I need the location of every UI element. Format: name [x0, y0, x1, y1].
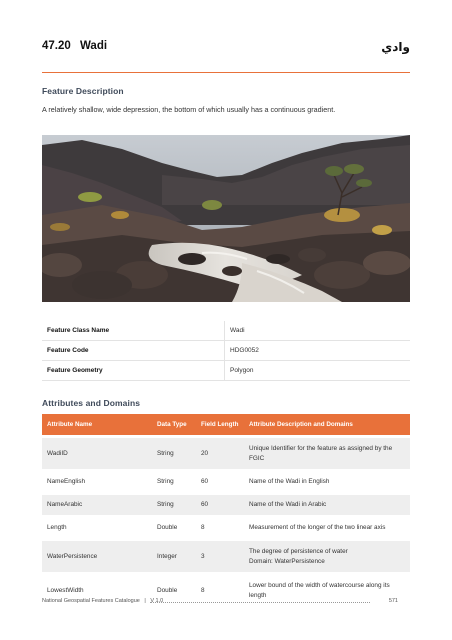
description-line: FGIC [249, 454, 265, 462]
table-row [42, 472, 410, 492]
feature-info-table [42, 321, 410, 381]
feature-number: 47.20 [42, 40, 71, 52]
footer-version: V 1.0 [150, 598, 164, 604]
attribute-description: Name of the Wadi in English [249, 478, 330, 485]
feature-geometry-label: Feature Geometry [42, 361, 225, 381]
table-row [42, 495, 410, 515]
attribute-description: Measurement of the longer of the two linear axis [249, 524, 386, 531]
attributes-heading: Attributes and Domains [42, 398, 141, 408]
feature-title: Wadi [80, 40, 108, 52]
attribute-description [244, 438, 410, 469]
attribute-name: WadiID [42, 438, 152, 469]
attributes-header-row [42, 414, 410, 435]
feature-info-row [42, 341, 410, 361]
field-length: 8 [201, 524, 205, 531]
feature-code-label: Feature Code [42, 341, 225, 361]
table-row [42, 438, 410, 469]
attribute-name: LowestWidth [47, 586, 84, 594]
footer-dot-leader [150, 602, 370, 603]
data-type: String [157, 478, 174, 485]
description-line: Domain: WaterPersistence [249, 557, 325, 565]
feature-description-text: A relatively shallow, wide depression, the bottom of which usually has a continuous gradient. [42, 105, 336, 114]
table-row [42, 518, 410, 538]
column-header-attribute-name: Attribute Name [42, 414, 152, 435]
attribute-name: Length [47, 524, 67, 531]
description-line: Unique Identifier for the feature as assigned by the [249, 444, 393, 452]
field-length: 8 [201, 586, 205, 594]
page-number: 571 [388, 598, 398, 604]
description-line: length [249, 591, 267, 599]
description-line: The degree of persistence of water [249, 547, 348, 555]
column-header-field-length: Field Length [196, 414, 244, 435]
feature-info-row [42, 361, 410, 381]
data-type: Integer [152, 541, 196, 572]
feature-info-row [42, 321, 410, 341]
footer-catalogue-name: National Geospatial Features Catalogue [42, 598, 140, 604]
footer-separator: | [144, 598, 146, 604]
attributes-table [42, 414, 410, 606]
data-type: String [152, 495, 196, 515]
field-length: 3 [196, 541, 244, 572]
attribute-name: NameEnglish [47, 478, 86, 485]
data-type: Double [157, 524, 178, 531]
feature-class-name-value: Wadi [225, 321, 411, 341]
feature-description-heading: Feature Description [42, 86, 124, 96]
attribute-description [244, 541, 410, 572]
field-length: 20 [196, 438, 244, 469]
attribute-name: WaterPersistence [42, 541, 152, 572]
feature-code-value: HDG0052 [225, 341, 411, 361]
attribute-name: NameArabic [42, 495, 152, 515]
feature-geometry-value: Polygon [225, 361, 411, 381]
wadi-photo [42, 135, 410, 302]
column-header-description: Attribute Description and Domains [244, 414, 410, 435]
field-length: 60 [201, 478, 209, 485]
header-divider [42, 72, 410, 73]
feature-arabic-title: وادي [381, 40, 410, 54]
attribute-description: Name of the Wadi in Arabic [244, 495, 410, 515]
description-line: Lower bound of the width of watercourse along its [249, 581, 390, 589]
feature-class-name-label: Feature Class Name [42, 321, 225, 341]
column-header-data-type: Data Type [152, 414, 196, 435]
data-type: Double [157, 586, 178, 594]
feature-header [42, 40, 410, 60]
page-footer [42, 598, 410, 604]
field-length: 60 [196, 495, 244, 515]
table-row [42, 541, 410, 572]
data-type: String [152, 438, 196, 469]
